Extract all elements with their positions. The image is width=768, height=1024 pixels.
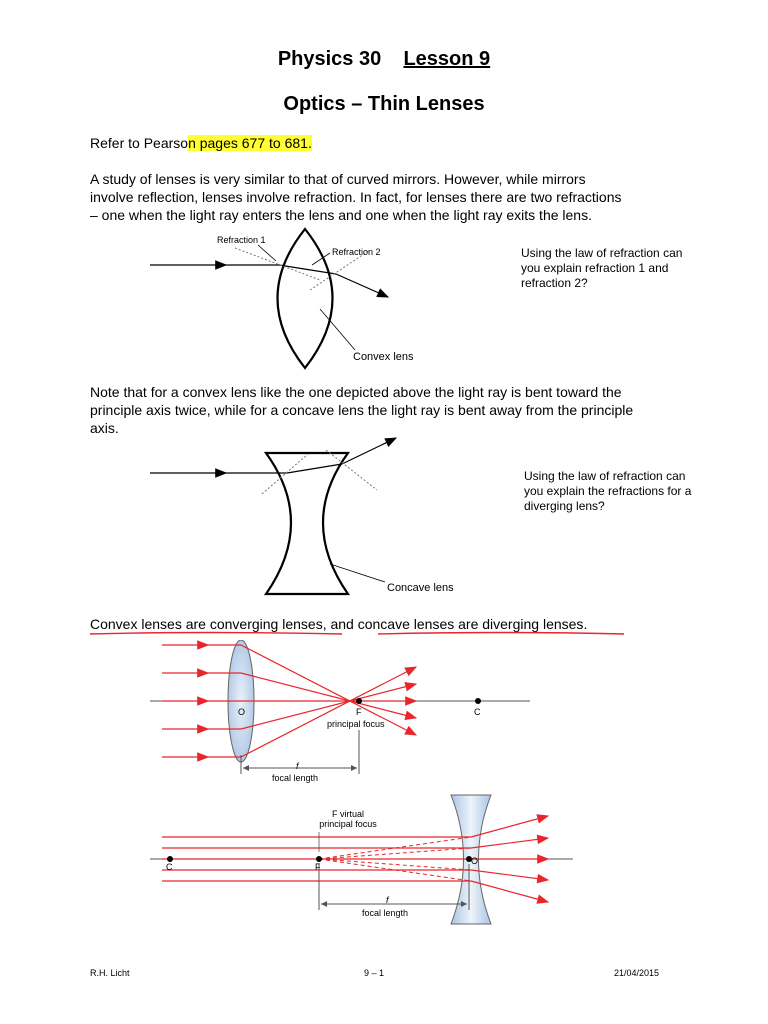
exiting-ray (336, 274, 388, 297)
diverging-o-label: O (471, 856, 479, 866)
diverging-focal-length-label: focal length (362, 908, 409, 918)
diverging-f-italic: f (386, 895, 389, 905)
footer-date: 21/04/2015 (614, 968, 660, 978)
converging-rays (241, 645, 416, 757)
virtual-focus-label: F virtual principal focus (319, 809, 377, 829)
concave-question: Using the law of refraction can you explain the refractions for a diverging lens? (524, 469, 692, 513)
intro-line-3: – one when the light ray enters the lens and one when the light ray exits the lens. (90, 207, 592, 223)
refraction-2-label: Refraction 2 (332, 247, 381, 257)
refer-line (90, 134, 690, 152)
refraction-1-label: Refraction 1 (217, 235, 266, 245)
summary-underlines (88, 630, 628, 640)
diverging-c-label: C (166, 862, 173, 872)
converging-o-label: O (238, 707, 246, 717)
converging-f-label: F (356, 707, 362, 717)
note-paragraph: Note that for a convex lens like the one depicted above the light ray is bent toward the principle axis twice, while for a concave lens the light ray is bent away from the principle axis. (90, 384, 634, 436)
summary-sentence: Convex lenses are converging lenses, and concave lenses are diverging lenses. (90, 616, 588, 632)
converging-c-label: C (474, 707, 481, 717)
exiting-ray (342, 438, 396, 464)
refer-prefix: Refer to Pearso (90, 135, 189, 151)
intro-paragraph (90, 170, 690, 224)
course-name: Physics 30 (277, 48, 382, 70)
converging-focal-length-label: focal length (272, 773, 319, 783)
concave-lens-figure (140, 432, 410, 607)
center-point-dot (475, 698, 481, 704)
footer-author: R.H. Licht (90, 968, 130, 978)
normal-line-1 (235, 248, 320, 280)
lesson-title (0, 48, 768, 71)
intro-line-1: A study of lenses is very similar to that of curved mirrors. However, while mirrors (90, 171, 586, 187)
diverging-rays (471, 816, 548, 902)
focal-point-dot (356, 698, 362, 704)
lesson-number: Lesson 9 (403, 48, 491, 70)
converging-f-italic: f (296, 761, 299, 771)
diverging-f-label: F (315, 862, 321, 872)
principal-focus-label: principal focus (327, 719, 385, 729)
intro-line-2: involve reflection, lenses involve refraction. In fact, for lenses there are two refractions (90, 189, 622, 205)
page-title: Optics – Thin Lenses (283, 93, 485, 115)
convex-lens-shape (278, 229, 333, 368)
convex-question: Using the law of refraction can you explain refraction 1 and refraction 2? (521, 246, 683, 290)
concave-lens-label: Concave lens (387, 582, 454, 594)
convex-lens-label: Convex lens (353, 351, 414, 363)
incoming-rays (162, 645, 241, 757)
refer-highlight: n pages 677 to 681. (188, 135, 312, 151)
footer-page-number: 9 – 1 (364, 968, 385, 978)
concave-lens-shape (266, 453, 348, 594)
